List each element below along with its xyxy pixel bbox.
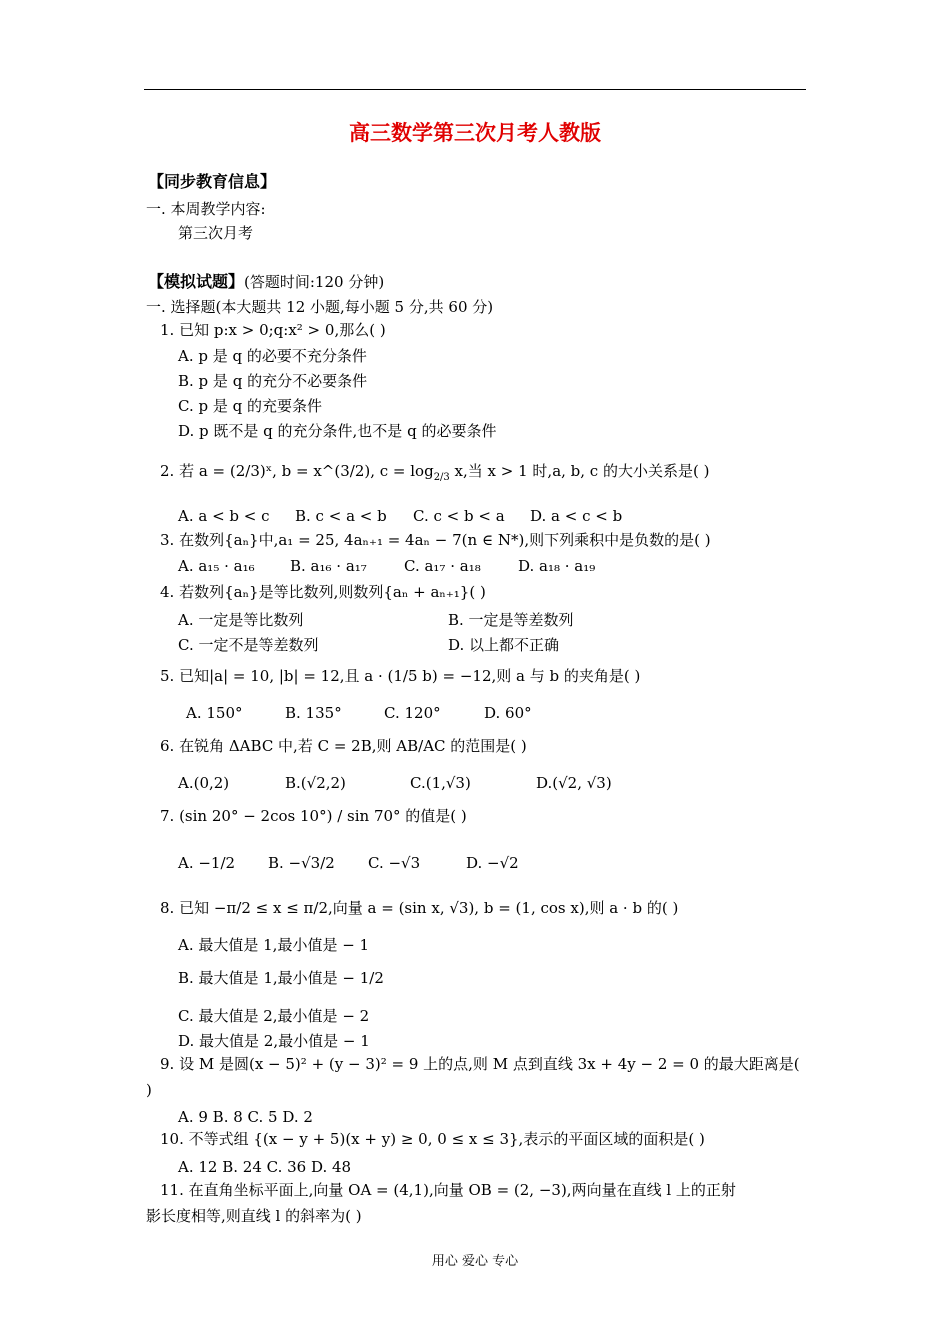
q2-option-c: C. c < b < a xyxy=(413,507,505,525)
q6-option-d: D.(√2, √3) xyxy=(536,774,612,792)
q1-option-a: A. p 是 q 的必要不充分条件 xyxy=(178,347,367,365)
q6-option-b: B.(√2,2) xyxy=(285,774,346,792)
info-heading: 【同步教育信息】 xyxy=(148,172,277,191)
q2-stem-post: x,当 x > 1 时,a, b, c 的大小关系是( ) xyxy=(449,462,710,480)
q7-option-c: C. −√3 xyxy=(368,854,421,872)
q5-option-b: B. 135° xyxy=(285,704,342,722)
q1-option-c: C. p 是 q 的充要条件 xyxy=(178,397,322,415)
q2-stem: 2. 若 a = (2/3)ˣ, b = x^(3/2), $c = \log_{2/3} x$,当 x > 1 时,a, b, c 的大小关系是( ) xyxy=(160,462,710,483)
q4-option-c: C. 一定不是等差数列 xyxy=(178,636,319,654)
q9-stem-cont: ) xyxy=(146,1081,152,1099)
q11-stem: 11. 在直角坐标平面上,向量 OA = (4,1),向量 OB = (2, −3),两向量在直线 l 上的正射 xyxy=(160,1181,736,1199)
header-rule xyxy=(144,89,806,90)
q3-option-c: C. a₁₇ · a₁₈ xyxy=(404,557,481,575)
q2-option-d: D. a < c < b xyxy=(530,507,623,525)
q10-options: A. 12 B. 24 C. 36 D. 48 xyxy=(178,1158,352,1176)
q1-option-b: B. p 是 q 的充分不必要条件 xyxy=(178,372,368,390)
q4-option-d: D. 以上都不正确 xyxy=(448,636,560,654)
q4-stem: 4. 若数列{aₙ}是等比数列,则数列{aₙ + aₙ₊₁}( ) xyxy=(160,583,486,601)
q4-option-b: B. 一定是等差数列 xyxy=(448,611,574,629)
q3-option-d: D. a₁₈ · a₁₉ xyxy=(518,557,596,575)
test-heading-line xyxy=(148,272,384,292)
q9-stem: 9. 设 M 是圆(x − 5)² + (y − 3)² = 9 上的点,则 M 点到直线 3x + 4y − 2 = 0 的最大距离是( xyxy=(160,1055,800,1073)
q8-option-d: D. 最大值是 2,最小值是 − 1 xyxy=(178,1032,370,1050)
q1-stem: 1. 已知 p:x > 0;q:x² > 0,那么( ) xyxy=(160,321,386,339)
q7-option-b: B. −√3/2 xyxy=(268,854,335,872)
info-item: 一. 本周教学内容: xyxy=(146,200,266,218)
q8-option-b: B. 最大值是 1,最小值是 − 1/2 xyxy=(178,969,384,987)
q5-stem: 5. 已知|a| = 10, |b| = 12,且 a · (1/5 b) = −12,则 a 与 b 的夹角是( ) xyxy=(160,667,641,685)
q5-option-a: A. 150° xyxy=(186,704,243,722)
q3-option-b: B. a₁₆ · a₁₇ xyxy=(290,557,367,575)
q8-stem: 8. 已知 −π/2 ≤ x ≤ π/2,向量 a = (sin x, √3), b = (1, cos x),则 a · b 的( ) xyxy=(160,899,679,917)
q11-stem-cont: 影长度相等,则直线 l 的斜率为( ) xyxy=(146,1207,362,1225)
q9-options: A. 9 B. 8 C. 5 D. 2 xyxy=(178,1108,313,1126)
section-heading: 一. 选择题(本大题共 12 小题,每小题 5 分,共 60 分) xyxy=(146,298,494,316)
q1-option-d: D. p 既不是 q 的充分条件,也不是 q 的必要条件 xyxy=(178,422,497,440)
q2-stem-pre: 2. 若 a = (2/3)ˣ, b = x^(3/2), c = log xyxy=(160,462,434,480)
page-footer: 用心 爱心 专心 xyxy=(431,1254,519,1269)
q6-option-a: A.(0,2) xyxy=(178,774,230,792)
q3-stem: 3. 在数列{aₙ}中,a₁ = 25, 4aₙ₊₁ = 4aₙ − 7(n ∈ N*),则下列乘积中是负数的是( ) xyxy=(160,531,711,549)
q7-option-a: A. −1/2 xyxy=(178,854,236,872)
q4-option-a: A. 一定是等比数列 xyxy=(178,611,304,629)
q8-option-c: C. 最大值是 2,最小值是 − 2 xyxy=(178,1007,370,1025)
q2-option-a: A. a < b < c xyxy=(178,507,270,525)
test-heading: 【模拟试题】 xyxy=(148,272,245,291)
q7-stem: 7. (sin 20° − 2cos 10°) / sin 70° 的值是( ) xyxy=(160,807,467,825)
q6-stem: 6. 在锐角 ΔABC 中,若 C = 2B,则 AB/AC 的范围是( ) xyxy=(160,737,527,755)
test-time: (答题时间:120 分钟) xyxy=(244,273,385,291)
q2-option-b: B. c < a < b xyxy=(295,507,387,525)
page-title: 高三数学第三次月考人教版 xyxy=(349,121,601,145)
q3-option-a: A. a₁₅ · a₁₆ xyxy=(178,557,255,575)
info-item-body: 第三次月考 xyxy=(178,224,254,242)
q6-option-c: C.(1,√3) xyxy=(410,774,471,792)
q10-stem: 10. 不等式组 {(x − y + 5)(x + y) ≥ 0, 0 ≤ x ≤ 3},表示的平面区域的面积是( ) xyxy=(160,1130,705,1148)
q8-option-a: A. 最大值是 1,最小值是 − 1 xyxy=(178,936,370,954)
q7-option-d: D. −√2 xyxy=(466,854,519,872)
q5-option-c: C. 120° xyxy=(384,704,441,722)
q5-option-d: D. 60° xyxy=(484,704,532,722)
